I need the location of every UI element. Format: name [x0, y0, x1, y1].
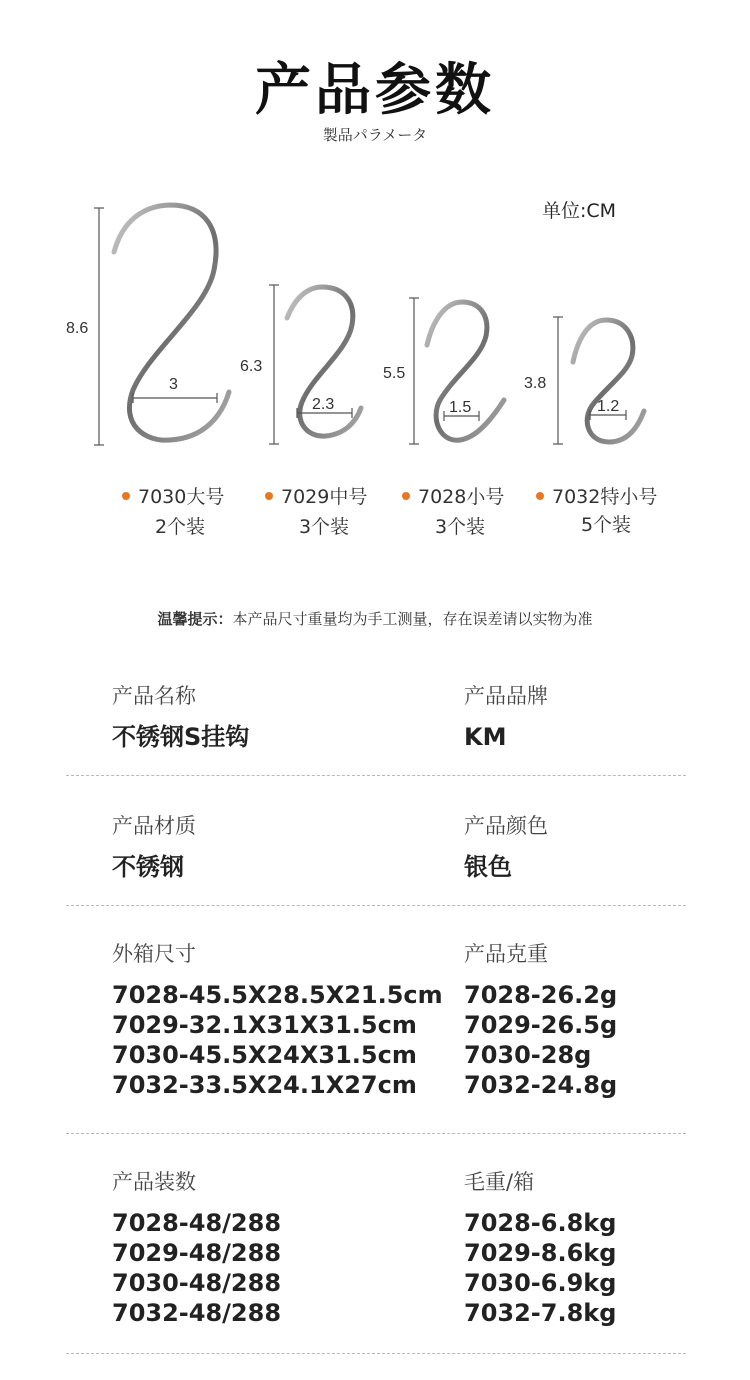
spec-value-line: 7030-45.5X24X31.5cm — [112, 1041, 417, 1069]
divider — [66, 1133, 686, 1134]
model-label-7030: 7030大号 — [122, 482, 224, 509]
spec-value-line: 7030-28g — [464, 1041, 592, 1069]
page-title: 产品参数 — [255, 58, 495, 123]
page-subtitle: 製品パラメータ — [322, 126, 428, 144]
tip-text: 本产品尺寸重量均为手工测量，存在误差请以实物为准 — [232, 610, 593, 628]
hook-7030-height: 8.6 — [66, 320, 89, 337]
bullet-icon — [122, 492, 130, 500]
spec-value-line: 7028-6.8kg — [464, 1209, 617, 1237]
spec-gross-weight — [464, 1166, 616, 1328]
hook-7032-height: 3.8 — [524, 375, 547, 392]
spec-value-line: 7032-48/288 — [112, 1299, 282, 1327]
hook-7029-width: 2.3 — [312, 396, 335, 413]
hook-7029-icon — [287, 287, 361, 436]
spec-color — [464, 810, 548, 882]
pack-7028: 3个装 — [434, 516, 486, 538]
spec-label: 产品名称 — [112, 684, 196, 708]
bullet-icon — [402, 492, 410, 500]
spec-label: 产品克重 — [464, 942, 548, 966]
spec-weight — [464, 938, 617, 1100]
hook-7030-width: 3 — [169, 376, 178, 393]
bullet-icon — [265, 492, 273, 500]
tip-label: 温馨提示： — [157, 610, 233, 628]
spec-value: KM — [464, 723, 507, 751]
spec-label: 毛重/箱 — [464, 1170, 535, 1194]
spec-value-line: 7032-33.5X24.1X27cm — [112, 1071, 417, 1099]
model-label-7029: 7029中号 — [265, 482, 367, 509]
spec-value: 不锈钢 — [112, 853, 184, 881]
spec-label: 外箱尺寸 — [112, 942, 196, 966]
pack-7029: 3个装 — [298, 516, 350, 538]
hook-7029-height: 6.3 — [240, 358, 263, 375]
divider — [66, 905, 686, 906]
spec-label: 产品材质 — [112, 814, 196, 838]
pack-7032: 5个装 — [580, 514, 632, 536]
spec-value-line: 7028-45.5X28.5X21.5cm — [112, 981, 443, 1009]
spec-value-line: 7028-26.2g — [464, 981, 618, 1009]
spec-value-line: 7028-48/288 — [112, 1209, 282, 1237]
spec-value-line: 7029-8.6kg — [464, 1239, 617, 1267]
bullet-icon — [536, 492, 544, 500]
spec-value-line: 7029-48/288 — [112, 1239, 282, 1267]
hook-7032-width: 1.2 — [597, 398, 620, 415]
divider — [66, 1353, 686, 1354]
spec-value-line: 7030-48/288 — [112, 1269, 282, 1297]
spec-quantity — [112, 1166, 281, 1328]
spec-brand — [464, 680, 548, 752]
spec-value-line: 7032-24.8g — [464, 1071, 618, 1099]
spec-label: 产品颜色 — [464, 814, 548, 838]
model-label-7032: 7032特小号 — [536, 482, 657, 509]
pack-7030: 2个装 — [154, 516, 206, 538]
spec-value-line: 7032-7.8kg — [464, 1299, 617, 1327]
hook-7028-icon — [427, 302, 504, 440]
measurement-tip — [0, 608, 750, 629]
model-label-7028: 7028小号 — [402, 482, 504, 509]
hook-7028-width: 1.5 — [449, 399, 472, 416]
hook-7032-icon — [573, 320, 644, 442]
spec-box-size — [112, 938, 443, 1100]
unit-label: 单位:CM — [542, 200, 617, 222]
spec-name — [112, 680, 249, 752]
hook-diagram — [0, 190, 750, 460]
spec-value: 银色 — [464, 853, 512, 881]
spec-value-line: 7029-26.5g — [464, 1011, 618, 1039]
hook-7028-height: 5.5 — [383, 365, 406, 382]
spec-value-line: 7029-32.1X31X31.5cm — [112, 1011, 417, 1039]
spec-value: 不锈钢S挂钩 — [112, 723, 250, 751]
hook-7030-icon — [114, 205, 229, 440]
spec-label: 产品装数 — [112, 1170, 196, 1194]
spec-material — [112, 810, 196, 882]
spec-label: 产品品牌 — [464, 684, 548, 708]
divider — [66, 775, 686, 776]
spec-value-line: 7030-6.9kg — [464, 1269, 617, 1297]
